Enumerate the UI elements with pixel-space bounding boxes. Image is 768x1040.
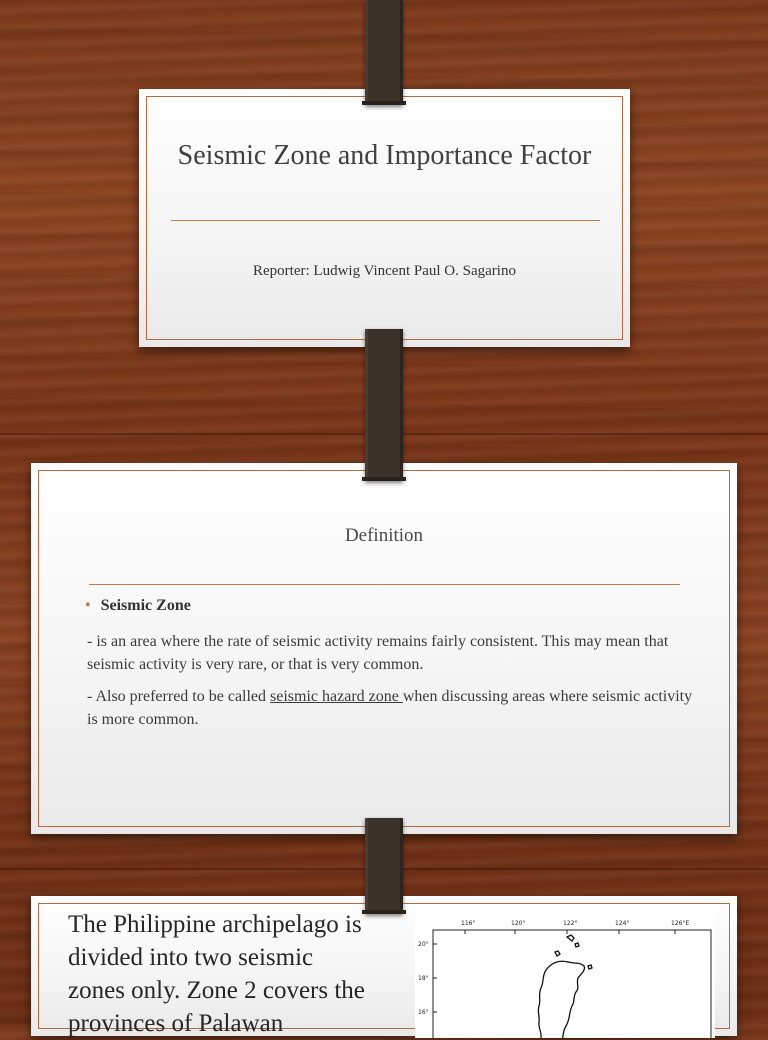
zones-slide[interactable] bbox=[31, 896, 737, 1036]
map-border bbox=[433, 930, 711, 1038]
slide-heading: Definition bbox=[344, 525, 424, 546]
map-tick-top: 122° bbox=[563, 920, 578, 927]
map-tick-top: 124° bbox=[615, 920, 630, 927]
luzon-outline bbox=[538, 935, 592, 1038]
map-tick-left: 20° bbox=[418, 941, 429, 948]
slide-frame bbox=[146, 96, 623, 340]
philippines-map bbox=[415, 908, 715, 1038]
title-divider bbox=[171, 220, 600, 221]
definition-slide[interactable] bbox=[31, 463, 737, 834]
map-tick-left: 16° bbox=[418, 1009, 429, 1016]
zones-text: The Philippine archipelago is divided into two seismic zones only. Zone 2 covers the provinces of Palawan bbox=[68, 911, 365, 1037]
title-slide[interactable] bbox=[139, 89, 630, 347]
slide-strap bbox=[365, 329, 403, 481]
slide-strap bbox=[365, 818, 403, 914]
reporter-line: Reporter: Ludwig Vincent Paul O. Sagarino bbox=[253, 263, 516, 279]
slide-title: Seismic Zone and Importance Factor bbox=[177, 140, 592, 171]
paragraph-suffix: when discussing areas where seismic activity is more common. bbox=[87, 688, 693, 728]
slide-strap bbox=[365, 0, 403, 105]
seismic-hazard-zone-term: seismic hazard zone bbox=[270, 688, 403, 705]
bullet-dot-icon: • bbox=[85, 597, 91, 614]
map-tick-top: 116° bbox=[461, 920, 476, 927]
hazard-zone-paragraph bbox=[87, 685, 697, 731]
map-tick-left: 18° bbox=[418, 975, 429, 982]
paragraph-prefix: - Also preferred to be called bbox=[87, 688, 271, 705]
bullet-item bbox=[85, 597, 191, 615]
map-tick-top: 126°E bbox=[671, 920, 690, 927]
heading-divider bbox=[89, 584, 680, 585]
map-tick-top: 120° bbox=[511, 920, 526, 927]
definition-paragraph: - is an area where the rate of seismic activity remains fairly consistent. This may mean that seismic activity is very rare, or that is very common. bbox=[87, 633, 669, 673]
bullet-label: Seismic Zone bbox=[100, 597, 191, 614]
